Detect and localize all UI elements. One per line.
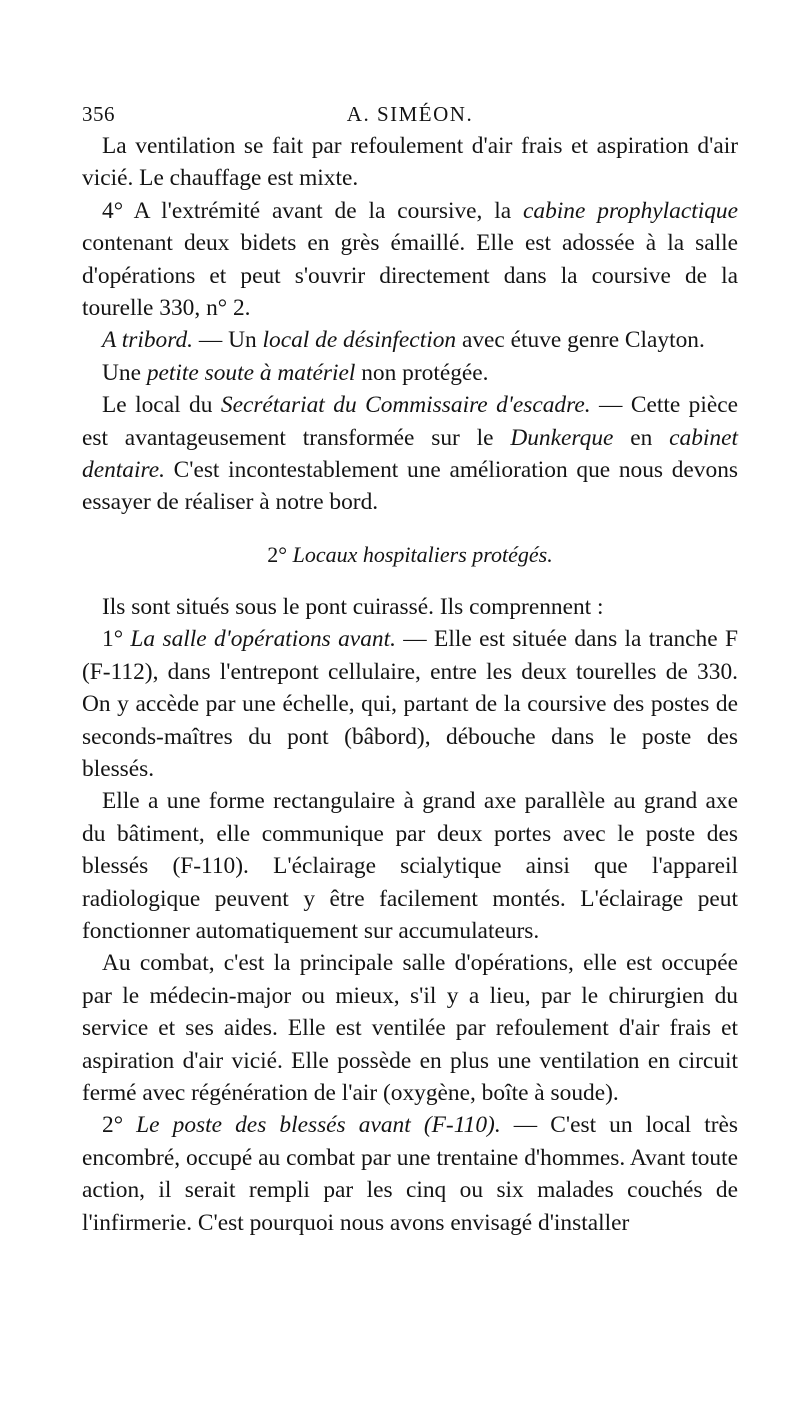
paragraph-text: — Elle est située dans la tranche F (F-112), dans l'entrepont cellulaire, entre les deux tourelles de 330. On y accède par une échelle, qui, partant de la coursive des postes de seconds-maîtres du pont (bâbord), débouche dans le poste des blessés. (82, 626, 738, 782)
paragraph-text: Au combat, c'est la principale salle d'opérations, elle est occupée par le médecin-major ou mieux, s'il y a lieu, par le chirurgien du service et ses aides. Elle est ventilée par refoulement d'air frais et aspiration d'air vicié. Elle possède en plus une ventilation en circuit fermé avec régénération de l'air (oxygène, boîte à soude). (82, 950, 738, 1106)
italic-term: cabinet dentaire. (82, 424, 738, 484)
paragraph-text: La ventilation se fait par refoulement d'air frais et aspiration d'air vicié. Le chauffage est mixte. (82, 133, 738, 192)
paragraph-text: Le local du (102, 392, 221, 419)
italic-term: Le poste des blessés avant (F-110). (136, 1112, 501, 1139)
paragraph-text: 4° A l'extrémité avant de la coursive, la (102, 197, 524, 224)
paragraph-text: — Cette pièce est avantageusement transformée sur le (82, 392, 739, 451)
paragraph-text: Ils sont situés sous le pont cuirassé. Ils comprennent : (102, 593, 604, 620)
section-heading (82, 537, 738, 573)
italic-term: Dunkerque (510, 424, 614, 451)
paragraph-text: — C'est un local très encombré, occupé au combat par une trentaine d'hommes. Avant toute action, il serait rempli par les cinq ou six malades couchés de l'infirmerie. C'est pourquoi nous avons envisagé d'installer (82, 1112, 738, 1236)
paragraph (82, 324, 738, 356)
paragraph-text: C'est incontestablement une amélioration que nous devons essayer de réaliser à notre bord. (82, 457, 738, 516)
italic-term: local de désinfection (262, 327, 457, 354)
paragraph (82, 1109, 738, 1239)
paragraph (82, 130, 738, 195)
paragraph-text: en (613, 424, 670, 451)
section-title: Locaux hospitaliers protégés. (292, 541, 553, 567)
italic-term: Secrétariat du Commissaire d'escadre. (220, 392, 591, 419)
page-header (82, 96, 738, 130)
paragraph-text: non protégée. (355, 359, 489, 386)
item-number: 1° (102, 626, 131, 653)
paragraph (82, 623, 738, 785)
paragraph (82, 357, 738, 389)
paragraph-text: Elle a une forme rectangulaire à grand axe parallèle au grand axe du bâtiment, elle communique par deux portes avec le poste des blessés (F-110). L'éclairage scialytique ainsi que l'appareil radiologique peuvent y être facilement montés. L'éclairage peut fonctionner automatiquement sur accumulateurs. (82, 788, 738, 944)
paragraph (82, 389, 738, 519)
paragraph-text: Une (102, 359, 147, 386)
paragraph (82, 785, 738, 947)
section-number: 2° (267, 541, 293, 567)
paragraph (82, 591, 738, 623)
body-text (82, 130, 738, 1239)
running-head: A. SIMÉON. (346, 102, 474, 126)
paragraph-text: — Un (192, 327, 263, 354)
italic-term: cabine prophylactique (523, 197, 738, 224)
paragraph-text: avec étuve genre Clayton. (456, 327, 705, 354)
page-number: 356 (82, 102, 115, 126)
italic-term: A tribord. (102, 327, 193, 354)
italic-term: La salle d'opérations avant. (130, 626, 396, 653)
document-page (82, 96, 738, 1239)
paragraph (82, 947, 738, 1109)
paragraph (82, 195, 738, 325)
italic-term: petite soute à matériel (146, 359, 356, 386)
item-number: 2° (102, 1112, 137, 1139)
paragraph-text: contenant deux bidets en grès émaillé. Elle est adossée à la salle d'opérations et peut s'ouvrir directement dans la coursive de la tourelle 330, n° 2. (82, 230, 738, 322)
